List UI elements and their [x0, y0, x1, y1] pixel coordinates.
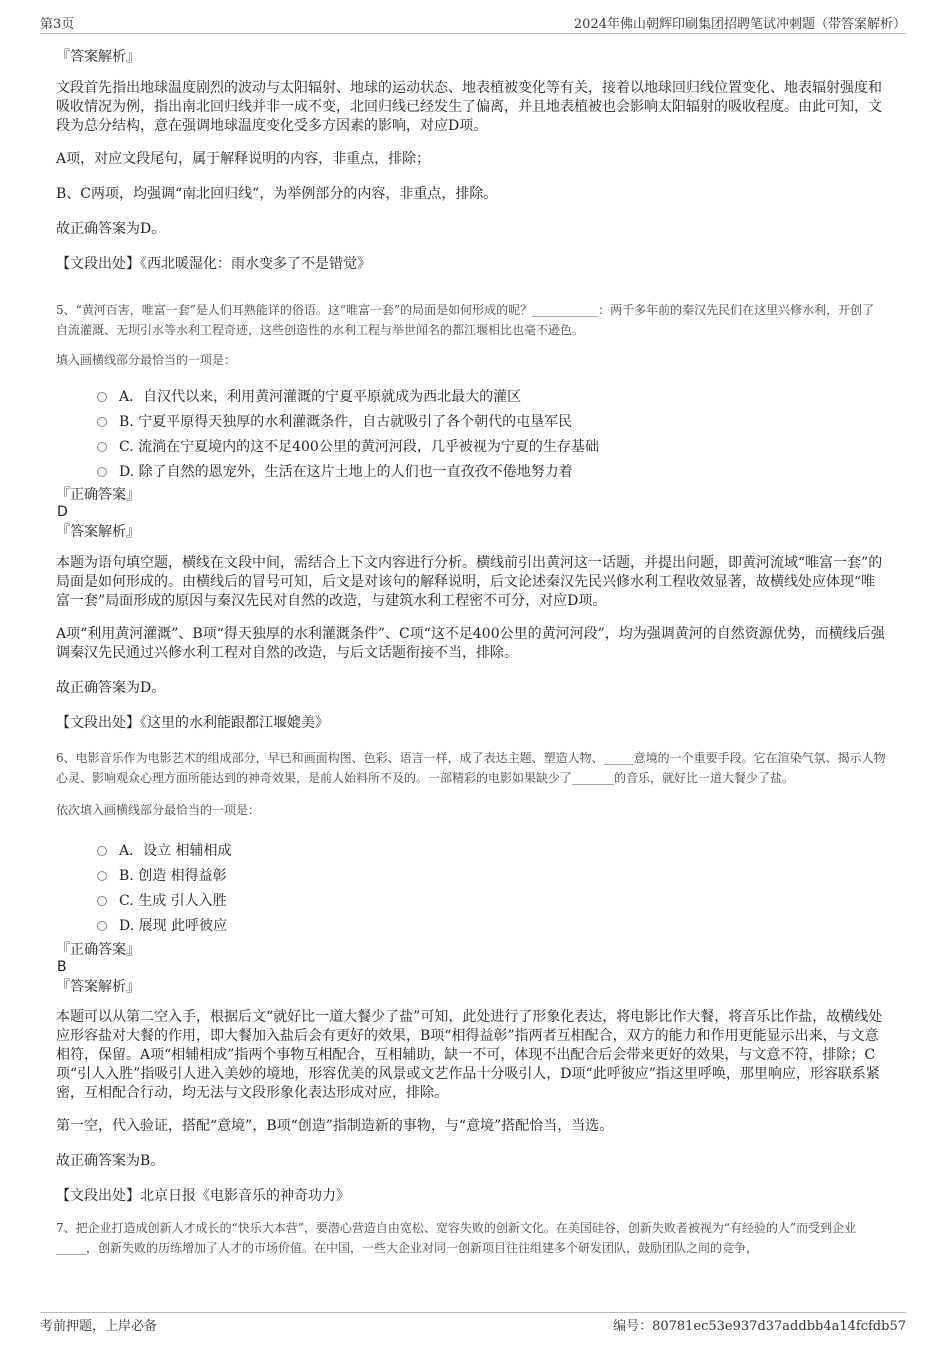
option-label: A．自汉代以来，利用黄河灌溉的宁夏平原就成为西北最大的灌区	[119, 388, 522, 405]
q5-source: 【文段出处】《这里的水利能跟都江堰媲美》	[56, 715, 329, 731]
q5-option-a[interactable]	[97, 383, 886, 408]
q6-correct-tag: 『正确答案』	[56, 942, 140, 958]
option-label: A．设立 相辅相成	[119, 842, 232, 859]
footer-divider	[40, 1312, 906, 1313]
option-label: C. 流淌在宁夏境内的这不足400公里的黄河河段，几乎被视为宁夏的生存基础	[119, 438, 599, 455]
radio-icon[interactable]	[97, 871, 107, 881]
q4-analysis-p2: A项，对应文段尾句，属于解释说明的内容，非重点，排除；	[56, 151, 431, 167]
q6-analysis-p2: 第一空，代入验证，搭配“意境”，B项“创造”指制造新的事物，与“意境”搭配恰当，当选。	[56, 1118, 614, 1134]
q5-analysis-p1: 本题为语句填空题，横线在文段中间，需结合上下文内容进行分析。横线前引出黄河这一话题，并提出问题，即黄河流域“唯富一套”的局面是如何形成的。由横线后的冒号可知，后文是对该句的解释说明，后文论述秦汉先民兴修水利工程收效显著，故横线处应体现“唯富一套”局面形成的原因与秦汉先民对自然的改造，与建筑水利工程密不可分，对应D项。	[56, 555, 883, 609]
q5-option-b[interactable]	[97, 408, 886, 433]
q6-answer-line: 故正确答案为B。	[56, 1153, 165, 1169]
q4-analysis-p1: 文段首先指出地球温度剧烈的波动与太阳辐射、地球的运动状态、地表植被变化等有关，接着以地球回归线位置变化、地表辐射强度和吸收情况为例，指出南北回归线并非一成不变，北回归线已经发生了偏离，并且地表植被也会影响太阳辐射的吸收程度。由此可知，文段为总分结构，意在强调地球温度变化受多方因素的影响，对应D项。	[56, 80, 882, 134]
q5-options	[56, 383, 886, 483]
option-label: B. 创造 相得益彰	[119, 867, 227, 884]
q5-correct-answer: D	[57, 504, 68, 520]
q6-option-a[interactable]	[97, 837, 886, 862]
q5-correct-tag: 『正确答案』	[56, 487, 140, 503]
document-title: 2024年佛山朝辉印刷集团招聘笔试冲刺题（带答案解析）	[573, 17, 906, 32]
option-label: B. 宁夏平原得天独厚的水利灌溉条件，自古就吸引了各个朝代的屯垦军民	[119, 413, 573, 430]
q5-stem: 5、“黄河百害，唯富一套”是人们耳熟能详的俗语。这“唯富一套”的局面是如何形成的呢？___________：两千多年前的秦汉先民们在这里兴修水利，开创了自流灌溉、无坝引水等水利工程奇迹，这些创造性的水利工程与举世闻名的都江堰相比也毫不逊色。	[56, 303, 875, 337]
document-code: 编号：80781ec53e937d37addbb4a14fcfdb57	[613, 1319, 906, 1334]
q6-source: 【文段出处】北京日报《电影音乐的神奇功力》	[56, 1188, 350, 1204]
q4-source: 【文段出处】《西北暖湿化：雨水变多了不是错觉》	[56, 256, 371, 272]
page-number: 第3页	[40, 17, 75, 32]
page-footer	[0, 1306, 950, 1336]
radio-icon[interactable]	[97, 921, 107, 931]
footer-slogan: 考前押题，上岸必备	[40, 1319, 158, 1334]
q7-stem: 7、把企业打造成创新人才成长的“快乐大本营”，要潜心营造自由宽松、宽容失败的创新文化。在美国硅谷，创新失败者被视为“有经验的人”而受到企业_____，创新失败的历练增加了人才的市场价值。在中国，一些大企业对同一创新项目往往组建多个研发团队，鼓励团队之间的竞争，	[56, 1221, 857, 1255]
option-label: D. 展现 此呼彼应	[119, 917, 228, 934]
q6-analysis-p1: 本题可以从第二空入手，根据后文“就好比一道大餐少了盐”可知，此处进行了形象化表达，将电影比作大餐，将音乐比作盐，故横线处应形容盐对大餐的作用，即大餐加入盐后会有更好的效果，B项“相得益彰”指两者互相配合，双方的能力和作用更能显示出来，与文意相符，保留。A项“相辅相成”指两个事物互相配合，互相辅助，缺一不可，体现不出配合后会带来更好的效果，与文意不符，排除；C项“引人入胜”指吸引人进入美妙的境地，形容优美的风景或文艺作品十分吸引人，D项“此呼彼应”指这里呼唤，那里响应，形容联系紧密，互相配合行动，均无法与文段形象化表达形成对应，排除。	[56, 1009, 883, 1101]
q5-analysis-tag: 『答案解析』	[56, 524, 140, 540]
q5-prompt: 填入画横线部分最恰当的一项是：	[56, 353, 237, 367]
q5-answer-line: 故正确答案为D。	[56, 680, 166, 696]
page-header	[0, 0, 950, 34]
option-label: C. 生成 引人入胜	[119, 892, 227, 909]
q5-option-d[interactable]	[97, 458, 886, 483]
radio-icon[interactable]	[97, 896, 107, 906]
q4-analysis-p3: B、C两项，均强调“南北回归线”，为举例部分的内容，非重点，排除。	[56, 186, 498, 202]
radio-icon[interactable]	[97, 442, 107, 452]
q4-analysis-tag: 『答案解析』	[56, 49, 140, 65]
q6-analysis-tag: 『答案解析』	[56, 979, 140, 995]
page-content	[56, 44, 886, 1258]
radio-icon[interactable]	[97, 467, 107, 477]
q4-answer-line: 故正确答案为D。	[56, 221, 166, 237]
header-divider	[40, 33, 906, 34]
q6-option-b[interactable]	[97, 862, 886, 887]
q6-option-d[interactable]	[97, 912, 886, 937]
q6-options	[56, 837, 886, 937]
q6-stem: 6、电影音乐作为电影艺术的组成部分，早已和画面构图、色彩、语言一样，成了表达主题、塑造人物、_____意境的一个重要手段。它在渲染气氛、揭示人物心灵、影响观众心理方面所能达到的神奇效果，是前人始料所不及的。一部精彩的电影如果缺少了_______的音乐，就好比一道大餐少了盐。	[56, 751, 886, 785]
q6-option-c[interactable]	[97, 887, 886, 912]
q5-option-c[interactable]	[97, 433, 886, 458]
radio-icon[interactable]	[97, 417, 107, 427]
radio-icon[interactable]	[97, 846, 107, 856]
option-label: D. 除了自然的恩宠外，生活在这片土地上的人们也一直孜孜不倦地努力着	[119, 463, 573, 480]
radio-icon[interactable]	[97, 392, 107, 402]
q6-correct-answer: B	[57, 959, 67, 975]
q5-analysis-p2: A项“利用黄河灌溉”、B项“得天独厚的水利灌溉条件”、C项“这不足400公里的黄河河段”，均为强调黄河的自然资源优势，而横线后强调秦汉先民通过兴修水利工程对自然的改造，与后文话题衔接不当，排除。	[56, 626, 885, 661]
q6-prompt: 依次填入画横线部分最恰当的一项是：	[56, 803, 261, 817]
